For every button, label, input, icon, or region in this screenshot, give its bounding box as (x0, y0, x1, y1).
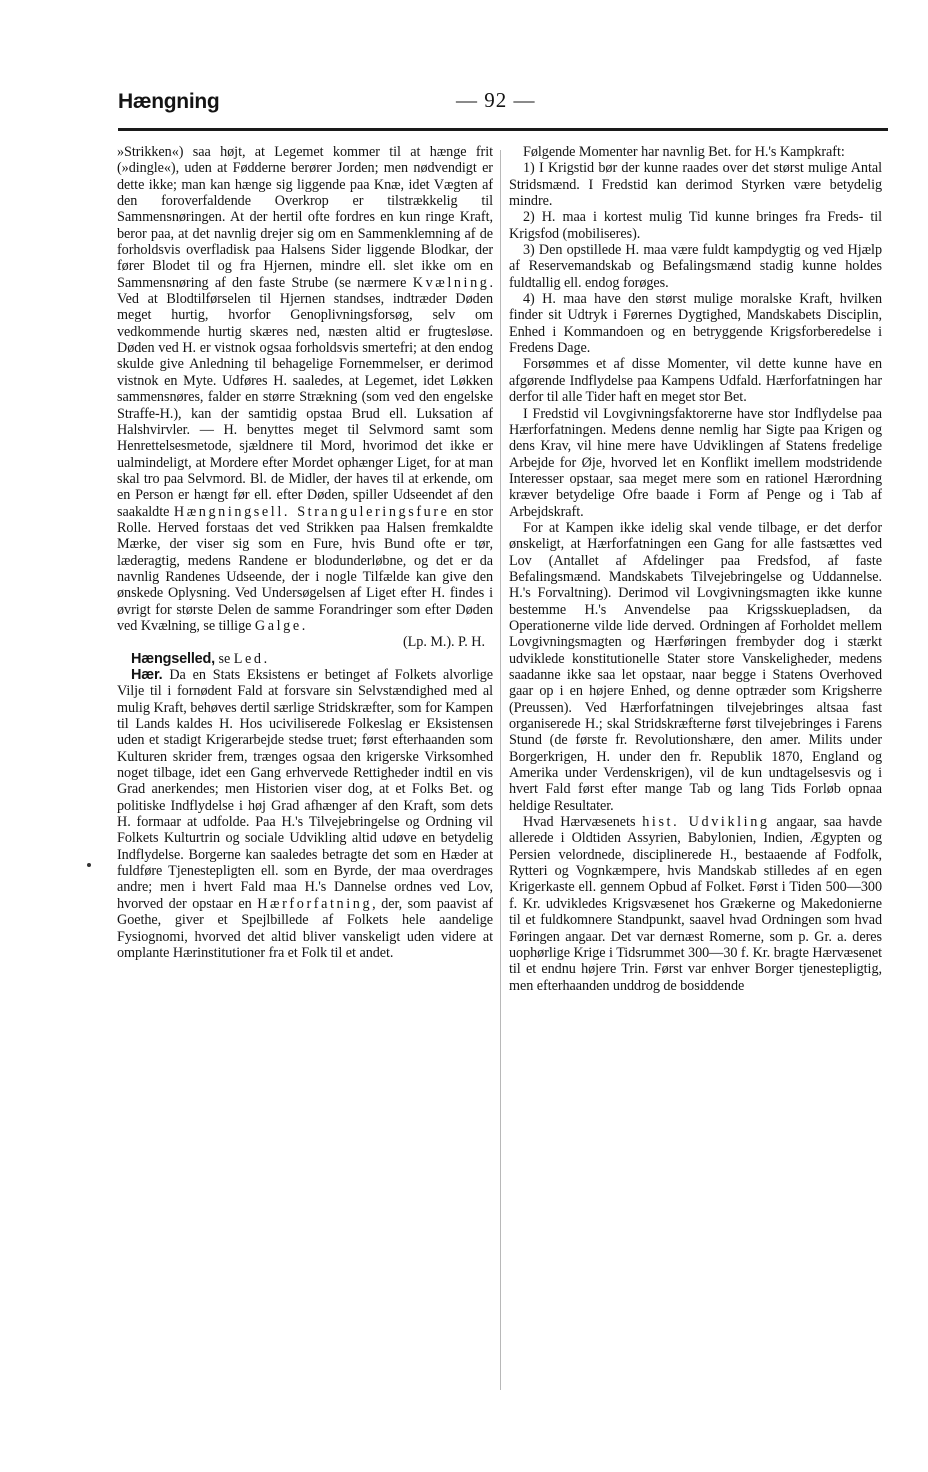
entry-headword: Hængselled, (131, 650, 216, 667)
hængning-continuation: »Strikken«) saa højt, at Legemet kommer til at hænge frit (»dingle«), uden at Fødderne berører Jorden; men nødvendigt er dette ikke; man kan hænge sig liggende paa Knæ, idet Vægten af den foroverfaldende Overkrop er tilstrækkelig til Sammensnøringen. At der hertil ofte fordres en kun ringe Kraft, beror paa, at det navnlig drejer sig om en Sammenklemning af de forholdsvis overfladisk paa Halsens Sider liggende Blodkar, der fører Blodet til og fra Hjernen, mindre ell. slet ikke om en Sammensnøring af den faste Strube (se nærmere Kvælning. Ved at Blodtilførselen til Hjernen standses, indtræder Døden meget hurtig, hvorfor Genoplivningsforsøg, selv om vedkommende hurtig skæres ned, næsten altid er frugtesløse. Døden ved H. er vistnok ogsaa forholdsvis smertefri; at den endog skulde give Anledning til behagelige Fornemmelser, er derimod vistnok en Myte. Udføres H. saaledes, at Legemet, idet Løkken sammensnøres, falder en større Strækning (som ved den engelske Straffe-H.), kan der samtidig opstaa Brud ell. Luksation af Halshvirvler. — H. benyttes meget til Selvmord samt som Henrettelsesmetode, sjældnere til Mord, hvorimod det ikke er ualmindeligt, at Mordere efter Mordet ophænger Liget, for at man skal tro paa Selvmord. Bl. de Midler, der haves til at erkende, om en Person er hængt før ell. efter Døden, spiller Udseendet af den saakaldte Hængningsell. Stranguleringsfure en stor Rolle. Herved forstaas det ved Strikken paa Halsen fremkaldte Mærke, der viser sig som en Fure, hvis Bund ofte er tør, læderagtig, medens Randene er blodunderløbne, og det er da navnlig Randenes Udseende, der i nogle Tilfælde kan give den ønskede Oplysning. Ved Undersøgelsen af Liget efter H. findes i øvrigt for største Delen de samme Forandringer som efter Døden ved Kvælning, se tillige Galge. (117, 144, 493, 634)
cross-reference: Kvælning (412, 274, 490, 291)
header-rule (118, 128, 888, 131)
paragraph: I Fredstid vil Lovgivningsfaktorerne have stor Indflydelse paa Hærforfatningen. Medens denne nemlig har Sigte paa Krigen og dens Krav, vil hine mere have Udviklingen af Statens fredelige Arbejde for Øje, hvorved let en Konflikt imellem modstridende Interesser opstaar, saa meget mere som en rationel Hærordning kræver betydelige Ofre baade i Form af Penge og i Tab af Arbejdskraft. (509, 405, 882, 520)
cross-reference: Led (233, 650, 264, 667)
list-item: 4) H. maa have den størst mulige moralske Kraft, hvilken finder sit Udtryk i Førernes Dygtighed, Mandskabets Disciplin, Enhed i Kommandoen og en betryggende Krigsforberedelse i Fredens Dage. (509, 291, 882, 357)
page-number: — 92 — (456, 88, 536, 112)
cross-reference: Galge (254, 617, 302, 634)
emphasized-term: hist. Udvikling (642, 814, 770, 831)
page-header (118, 86, 886, 126)
paragraph: Forsømmes et af disse Momenter, vil dette kunne have en afgørende Indflydelse paa Kampens Udfald. Hærforfatningen har derfor til alle Tider haft en meget stor Bet. (509, 356, 882, 406)
entry-hær: Hær. Da en Stats Eksistens er betinget af Folkets alvorlige Vilje til i fornødent Fald at forsvare sin Selvstændighed med al mulig Kraft, behøves dertil særlige Stridskræfter, som for Kampen til Lands kaldes H. Hos uciviliserede Folkeslag er Eksistensen uden et stadigt Krigerarbejde stedse truet; først efterhaanden som Kulturen skrider frem, trænges ogsaa den krigerske Virksomhed noget tilbage, idet een Gang erhvervede Rettigheder indtil en vis Grad anerkendes; men Historien viser dog, at et Folks Bet. og politiske Indflydelse i høj Grad afhænger af den Kraft, som dets H. formaar at udfolde. Paa H.'s Tilvejebringelse og Ordning vil Folkets Kulturtrin og sociale Udvikling altid udøve en betydelig Indflydelse. Borgerne kan saaledes betragte det som en Hæder at fuldføre Tjenestepligten ell. som en Byrde, der maa overdrages andre; men i hvert Fald maa H.'s Dannelse ordnes ved Lov, hvorved der opstaar en Hærforfatning, der, som paavist af Goethe, giver et Spejlbillede af Folkets hele aandelige Fysiognomi, hvorved det altid bliver vanskeligt uden videre at omplante Hærinstitutioner fra et Folk til et andet. (117, 667, 493, 961)
right-column (509, 144, 882, 1394)
list-item: 3) Den opstillede H. maa være fuldt kampdygtig og ved Hjælp af Reservemandskab og Befalingsmænd stadig kunne holdes fuldtallig ell. endog forøges. (509, 242, 882, 291)
column-divider (500, 150, 501, 1390)
paragraph: Hvad Hærvæsenets hist. Udvikling angaar, saa havde allerede i Oldtiden Assyrien, Babylonien, Indien, Ægypten og Persien velordnede, disciplinerede H., bestaaende af Fodfolk, Rytteri og Vognkæmpere, hvis Mandskab stilledes af en egen Krigerkaste ell. gennem Opbud af Folket. Først i Tiden 500—300 f. Kr. udvikledes Krigsvæsenet hos Grækerne og Makedonierne til et fuldkomnere Standpunkt, saavel hvad Ordningen som hvad Føringen angaar. Det var dernæst Romerne, som p. Gr. a. deres uophørlige Krige i Tidsrummet 300—30 f. Kr. bragte Hærvæsenet til et endnu højere Trin. Først var enhver Borger tjenestepligtig, men efterhaanden unddrog de bosiddende (509, 814, 882, 994)
paragraph: Følgende Momenter har navnlig Bet. for H.'s Kampkraft: (523, 144, 845, 160)
paragraph: For at Kampen ikke idelig skal vende tilbage, er det derfor ønskeligt, at Hærforfatningen een Gang for alle fastsættes ved Lov (Antallet af Afdelinger paa Fredsfod, af faste Befalingsmænd. Mandskabets Tilvejebringelse og Uddannelse. H.'s Forvaltning). Derimod vil Lovgivningsmagten ikke kunne bestemme H.'s Anvendelse paa Krigsskuepladsen, da Operationerne vilde lide derved. Ordningen af Forholdet mellem Lovgivningsmagten og Hærføringen frembyder dog i stærkt udviklede konstitutionelle Stater store Vanskeligheder, medens saadanne ikke saa let opstaar, naar begge i Statens Overhoved gaar op i en højere Enhed, og denne optræder som Krigsherre (Preussen). Ved Hærforfatningen tilvejebringes altsaa fast organiserede H.; skal Stridskræfterne først tilvejebringes i Farens Stund (de første fr. Revolutionshære, den amer. Milits under Borgerkrigen, H. under den fr. Republik 1870, England og Amerika under Verdenskrigen), vil de kun undtagelsesvis og i hvert Fald først efter mange Tab og lang Tids Forløb opnaa heldige Resultater. (509, 519, 882, 814)
margin-mark (87, 863, 91, 867)
entry-headword: Hær. (131, 667, 163, 683)
author-signature: (Lp. M.). P. H. (402, 634, 485, 651)
list-item: 1) I Krigstid bør der kunne raades over det størst mulige Antal Stridsmænd. I Fredstid kan derimod Styrken være betydelig mindre. (509, 160, 882, 210)
emphasized-term: Hængningsell. Stranguleringsfure (173, 503, 450, 520)
entry-hængselled: Hængselled, se Led. (131, 650, 268, 667)
running-head: Hængning (118, 90, 220, 113)
emphasized-term: Hærforfatning (257, 895, 373, 912)
list-item: 2) H. maa i kortest mulig Tid kunne bringes fra Freds- til Krigsfod (mobiliseres). (509, 209, 882, 242)
left-column (117, 144, 493, 1394)
